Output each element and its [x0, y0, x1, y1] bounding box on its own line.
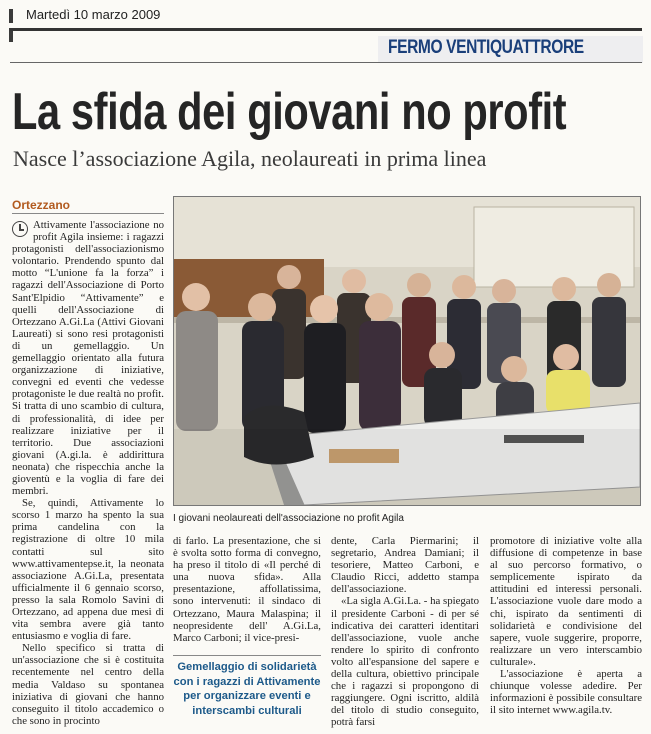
- paragraph-text: Attivamente l'associazione no profit Agila insieme: i ragazzi protagonisti dell'associazionismo volontario. Prendendo spunto dal motto “L'unione fa la forza” i ragazzi dell'Associazione di Porto Sant'Elpidio “Attivamente” e quelli dell'Associazione di Ortezzano A.Gi.La (Attivi Giovani Laureati) si sono resi protagonisti di un gemellaggio. Un gemellaggio orientato alla futura organizzazione di iniziative, convegni ed eventi che vedesse protagoniste le due realtà no profit. Si tratta di uno scambio di cultura, di professionalità, di idee per realizzare iniziative per il territorio. Due associazioni giovani (A.gi.la. è addirittura neonata) che rispecchia anche la gioventù e la voglia di fare dei membri.: [12, 219, 164, 498]
- issue-date: Martedì 10 marzo 2009: [26, 7, 161, 22]
- paragraph: [12, 219, 164, 497]
- subheadline: Nasce l’associazione Agila, neolaureati in prima linea: [13, 146, 487, 171]
- section-name: FERMO VENTIQUATTRORE: [388, 37, 584, 58]
- article-column-2: [173, 535, 321, 653]
- pullquote-rule: [173, 655, 321, 656]
- article-column-4: [490, 535, 642, 731]
- paragraph: dente, Carla Piermarini; il segretario, Andrea Damiani; il tesoriere, Matteo Carboni, e Claudio Ricci, addetto stampa dell'associazione.: [331, 535, 479, 596]
- paragraph: Se, quindi, Attivamente lo scorso 1 marzo ha spento la sua prima candelina con la registrazione di oltre 10 mila contatti sul sito www.attivamentepse.it, la neonata associazione A.Gi.La, presentata ufficialmente il 6 gennaio scorso, presso la sala Romolo Savini di Ortezzano, ad appena due mesi di vita sembra avere già tanto entusiasmo e voglia di fare.: [12, 497, 164, 643]
- headline: La sfida dei giovani no profit: [12, 83, 567, 141]
- header-marker-icon: [9, 9, 20, 23]
- paragraph: Nello specifico si tratta di un'associazione che si è costituita recentemente nel centro della media Valdaso su spontanea iniziativa di giovani che hanno conseguito il titolo accademico o che sono in procinto: [12, 642, 164, 727]
- article-column-3: [331, 535, 479, 731]
- group-photo: [173, 196, 641, 506]
- paragraph: L'associazione è aperta a chiunque volesse adedire. Per informazioni è possibile consultare il sito internet www.agila.tv.: [490, 668, 642, 717]
- photo-caption: I giovani neolaureati dell'associazione no profit Agila: [173, 513, 404, 524]
- paragraph: di farlo. La presentazione, che si è svolta sotto forma di convegno, ha preso il titolo di «Il perché di una nuova sfida». Alla presentazione, affollatissima, sono intervenuti: il sindaco di Ortezzano, Maura Malaspina; il neopresidente dell' A.Gi.La, Marco Carboni; il vice-presi-: [173, 535, 321, 644]
- section-rule: [10, 62, 642, 63]
- kicker-rule: [12, 213, 164, 214]
- article-column-1: [12, 219, 164, 731]
- paragraph: promotore di iniziative volte alla diffusione di competenze in base al suo percorso formativo, o semplicemente ispirato da attitudini ed interessi personali. L'associazione vuole dare modo a chi, ispirato da sentimenti di solidarietà e condivisione del sapere, vuole suggerire, proporre, realizzare un vero interscambio culturale».: [490, 535, 642, 668]
- paragraph: «La sigla A.Gi.La. - ha spiegato il presidente Carboni - di per sé indicativa dei caratteri identitari dell'associazione, vuole anche rendere lo spirito di confronto volto all'espansione del sapere e della cultura, obiettivo principale che i ragazzi si propongono di raggiungere. Ogni iscritto, aldilà del titolo di studio conseguito, potrà farsi: [331, 595, 479, 729]
- top-rule: [10, 28, 642, 31]
- kicker-location: Ortezzano: [12, 198, 71, 212]
- clock-icon: [12, 221, 28, 237]
- pullquote: Gemellaggio di solidarietà con i ragazzi di Attivamente per organizzare eventi e interscambi culturali: [173, 661, 321, 717]
